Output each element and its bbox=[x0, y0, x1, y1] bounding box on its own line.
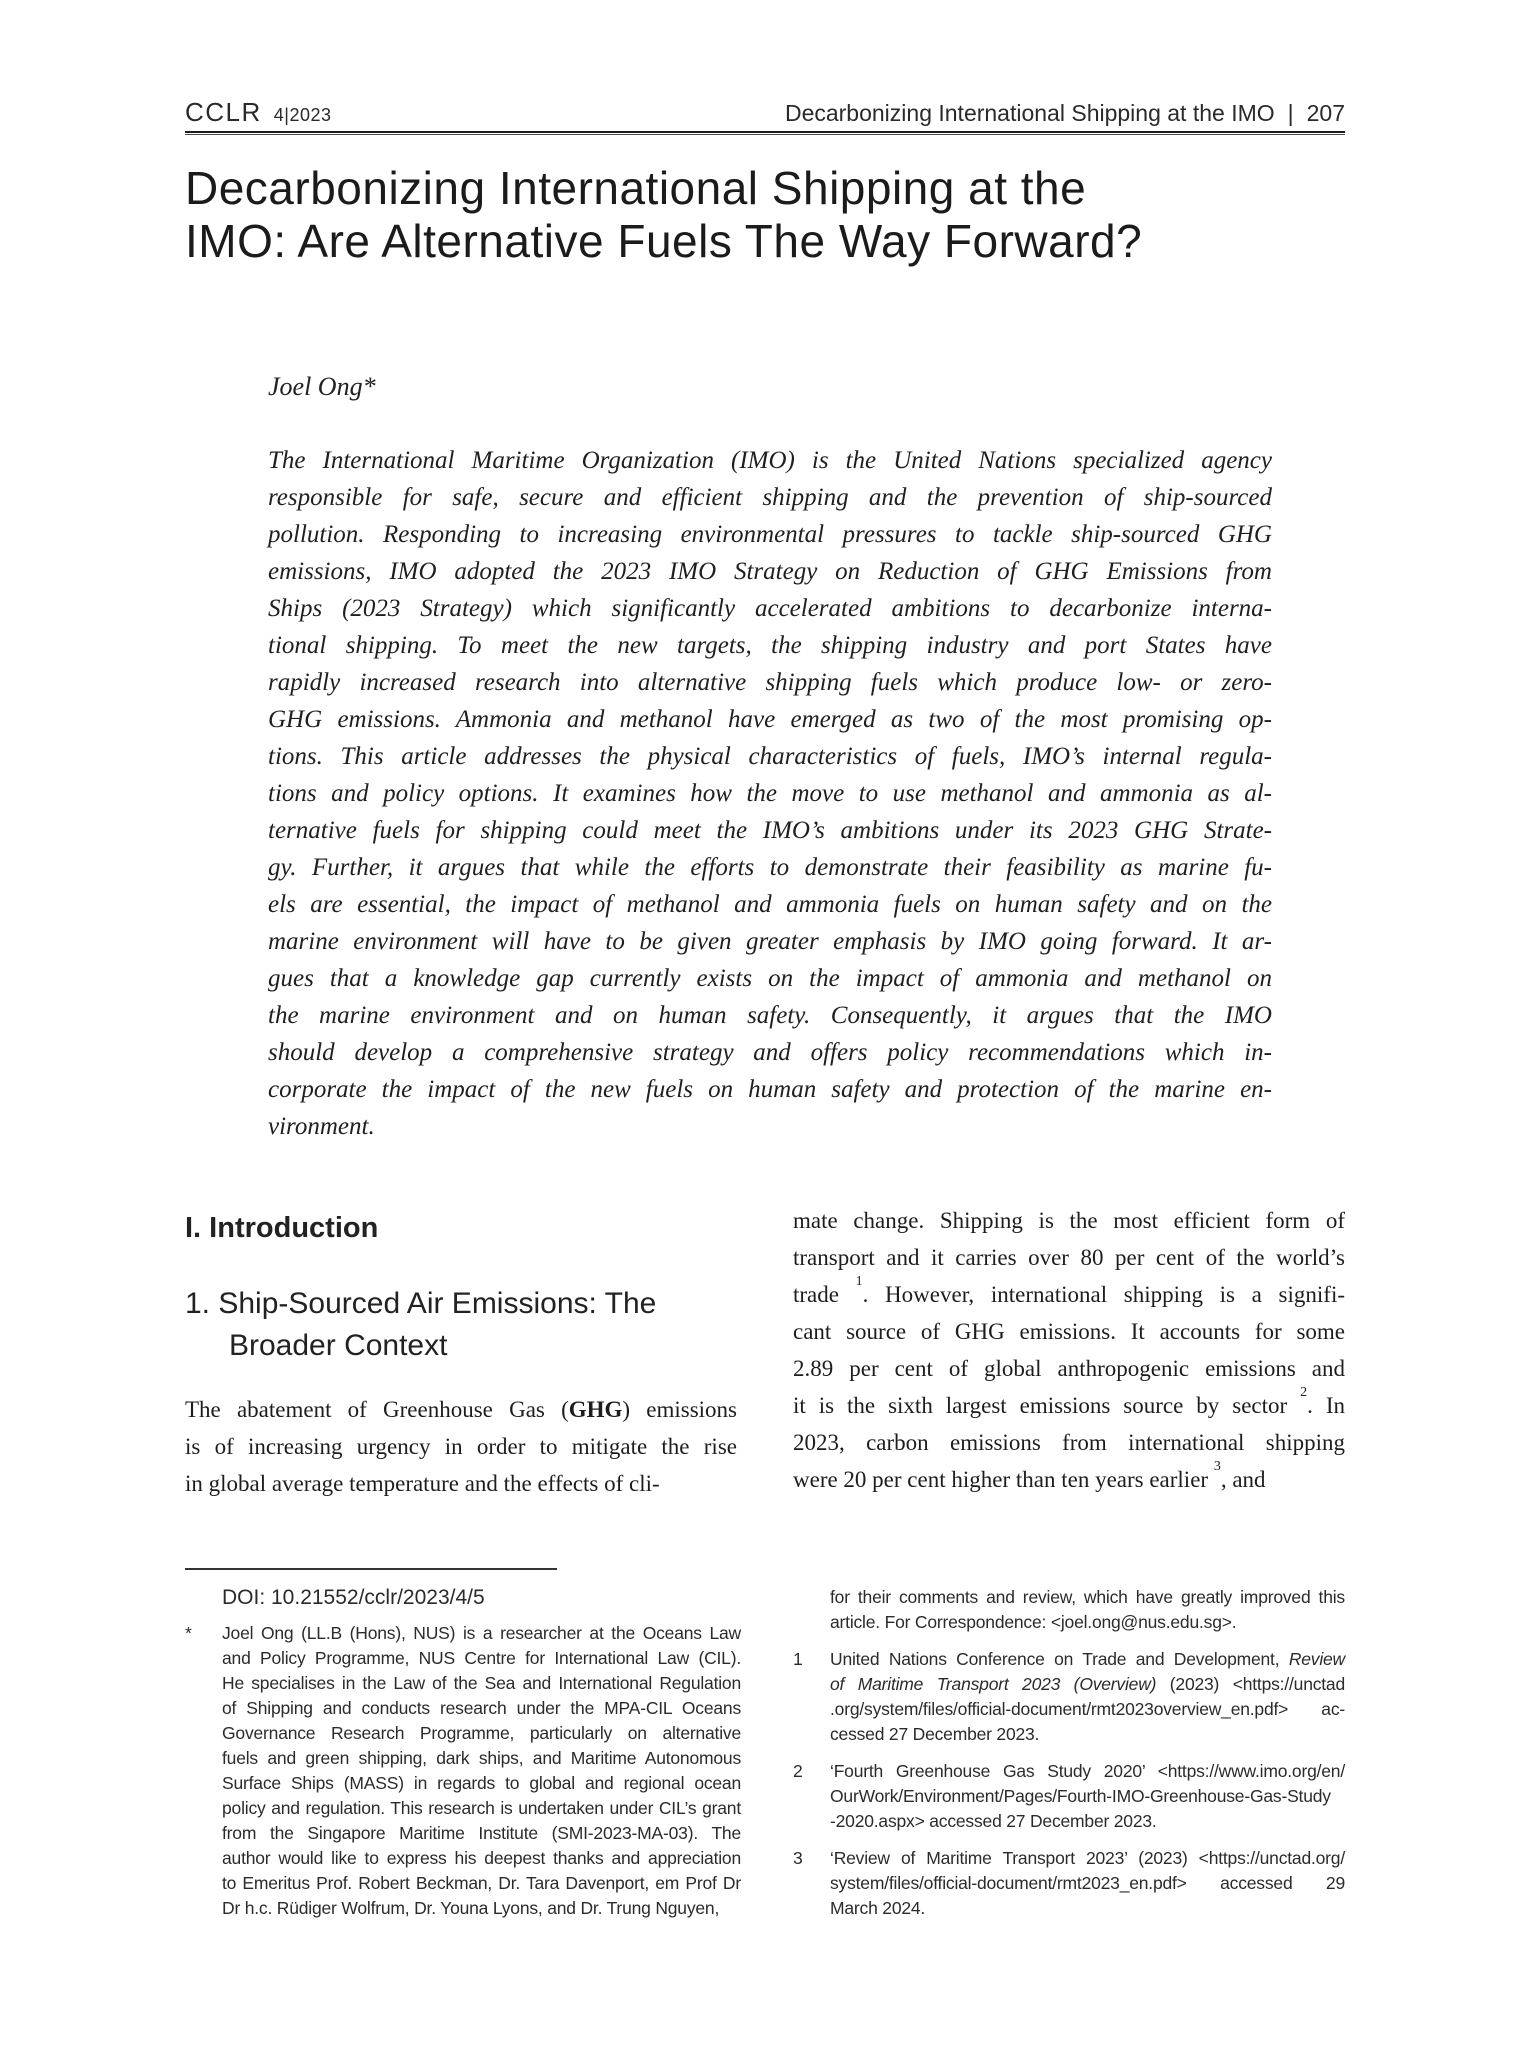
body-line: in global average temperature and the effects of cli- bbox=[185, 1471, 660, 1496]
abstract-line: responsible for safe, secure and efficient shipping and the prevention of ship-sourced bbox=[268, 484, 1272, 511]
footnote-text bbox=[830, 1846, 1345, 1921]
body-line: transport and it carries over 80 per cent of the world’s bbox=[793, 1245, 1345, 1270]
footnote-line: Joel Ong (LL.B (Hons), NUS) is a researcher at the Oceans Law bbox=[222, 1623, 741, 1643]
abstract-line: tions. This article addresses the physical characteristics of fuels, IMO’s internal regula- bbox=[268, 743, 1272, 770]
abstract-line: the marine environment and on human safety. Consequently, it argues that the IMO bbox=[268, 1002, 1272, 1029]
footnote bbox=[793, 1846, 1345, 1921]
footnote-line: to Emeritus Prof. Robert Beckman, Dr. Tara Davenport, em Prof Dr bbox=[222, 1873, 741, 1893]
footnote-line: of Shipping and conducts research under the MPA-CIL Oceans bbox=[222, 1698, 741, 1718]
issue-number: 4|2023 bbox=[273, 105, 332, 125]
footnote bbox=[793, 1647, 1345, 1747]
body-line: is of increasing urgency in order to mitigate the rise bbox=[185, 1434, 737, 1459]
abstract bbox=[268, 442, 1272, 1145]
abstract-line: The International Maritime Organization (IMO) is the United Nations specialized agency bbox=[268, 447, 1272, 474]
abstract-line: Ships (2023 Strategy) which significantly accelerated ambitions to decarbonize interna- bbox=[268, 595, 1272, 622]
body-line: it is the sixth largest emissions source by sector $^2$. In bbox=[793, 1385, 1345, 1418]
abstract-line: ternative fuels for shipping could meet the IMO’s ambitions under its 2023 GHG Strate- bbox=[268, 817, 1272, 844]
right-column bbox=[793, 1202, 1345, 1498]
footnote-label: 3 bbox=[793, 1848, 803, 1868]
body-line: trade $^1$. However, international shipping is a signifi- bbox=[793, 1274, 1345, 1307]
footnote-line: for their comments and review, which have greatly improved this bbox=[830, 1587, 1345, 1607]
footnote-line: cessed 27 December 2023. bbox=[830, 1724, 1040, 1744]
abstract-line: emissions, IMO adopted the 2023 IMO Strategy on Reduction of GHG Emissions from bbox=[268, 558, 1272, 585]
abstract-line: marine environment will have to be given greater emphasis by IMO going forward. It ar- bbox=[268, 928, 1272, 955]
footnote-line: OurWork/Environment/Pages/Fourth-IMO-Greenhouse-Gas-Study bbox=[830, 1786, 1331, 1806]
footnote-line: from the Singapore Maritime Institute (SMI-2023-MA-03). The bbox=[222, 1823, 741, 1843]
footnote-line: March 2024. bbox=[830, 1898, 926, 1918]
title-line-2: IMO: Are Alternative Fuels The Way Forward? bbox=[185, 215, 1143, 267]
article-title bbox=[185, 162, 1405, 268]
body-line: mate change. Shipping is the most efficient form of bbox=[793, 1208, 1345, 1233]
footnote-label: 1 bbox=[793, 1649, 803, 1669]
abstract-line: gues that a knowledge gap currently exists on the impact of ammonia and methanol on bbox=[268, 965, 1272, 992]
footnote-line: .org/system/files/official-document/rmt2023overview_en.pdf> ac- bbox=[830, 1699, 1345, 1719]
footnote-line: He specialises in the Law of the Sea and International Regulation bbox=[222, 1673, 741, 1693]
page-number: 207 bbox=[1306, 100, 1345, 126]
footnote-text bbox=[222, 1621, 741, 1921]
body-line: were 20 per cent higher than ten years earlier $^3$, and bbox=[793, 1459, 1266, 1492]
doi: DOI: 10.21552/cclr/2023/4/5 bbox=[222, 1586, 485, 1609]
abstract-line: corporate the impact of the new fuels on human safety and protection of the marine en- bbox=[268, 1076, 1272, 1103]
footnote bbox=[185, 1621, 741, 1921]
body-line: The abatement of Greenhouse Gas (GHG) emissions bbox=[185, 1397, 738, 1422]
running-head bbox=[785, 100, 1345, 127]
abstract-line: els are essential, the impact of methanol and ammonia fuels on human safety and on the bbox=[268, 891, 1272, 918]
footnote-line: fuels and green shipping, dark ships, and Maritime Autonomous bbox=[222, 1748, 741, 1768]
footnote-list-right bbox=[793, 1585, 1345, 1921]
footnote-text bbox=[830, 1759, 1345, 1834]
footnote-text bbox=[830, 1647, 1345, 1747]
abstract-line: should develop a comprehensive strategy and offers policy recommendations which in- bbox=[268, 1039, 1272, 1066]
footnote-line: United Nations Conference on Trade and Development, Review bbox=[830, 1649, 1345, 1669]
header-rule bbox=[185, 131, 1345, 135]
footnote-rule bbox=[185, 1568, 557, 1570]
footnote bbox=[793, 1759, 1345, 1834]
subsection-heading-line-1: 1. Ship-Sourced Air Emissions: The bbox=[185, 1287, 657, 1320]
footnotes-right-column bbox=[793, 1585, 1345, 1933]
abstract-line: gy. Further, it argues that while the efforts to demonstrate their feasibility as marine fu- bbox=[268, 854, 1272, 881]
footnote-line: and Policy Programme, NUS Centre for International Law (CIL). bbox=[222, 1648, 741, 1668]
footnote-list-left bbox=[185, 1621, 741, 1921]
footnote-line: -2020.aspx> accessed 27 December 2023. bbox=[830, 1811, 1157, 1831]
footnote-label: 2 bbox=[793, 1761, 803, 1781]
subsection-heading-line-2: Broader Context bbox=[229, 1329, 448, 1362]
footnote-line: Dr h.c. Rüdiger Wolfrum, Dr. Youna Lyons, and Dr. Trung Nguyen, bbox=[222, 1898, 720, 1918]
footnote-line: article. For Correspondence: <joel.ong@nus.edu.sg>. bbox=[830, 1612, 1237, 1632]
abstract-line: tions and policy options. It examines how the move to use methanol and ammonia as al- bbox=[268, 780, 1272, 807]
section-heading: I. Introduction bbox=[185, 1212, 379, 1244]
footnote-line: system/files/official-document/rmt2023_en.pdf> accessed 29 bbox=[830, 1873, 1345, 1893]
footnotes-left-column bbox=[185, 1585, 741, 1933]
footnote-line: of Maritime Transport 2023 (Overview) (2023) <https://unctad bbox=[830, 1674, 1345, 1694]
footnote-line: author would like to express his deepest thanks and appreciation bbox=[222, 1848, 741, 1868]
body-line: cant source of GHG emissions. It accounts for some bbox=[793, 1319, 1345, 1344]
author-name: Joel Ong* bbox=[268, 372, 376, 401]
footnote-line: policy and regulation. This research is undertaken under CIL’s grant bbox=[222, 1798, 741, 1818]
footnote-line: Governance Research Programme, particularly on alternative bbox=[222, 1723, 741, 1743]
body-paragraph-left bbox=[185, 1391, 737, 1502]
title-line-1: Decarbonizing International Shipping at the bbox=[185, 162, 1087, 214]
footnote-line: ‘Review of Maritime Transport 2023’ (2023) <https://unctad.org/ bbox=[830, 1848, 1345, 1868]
journal-issue-block bbox=[185, 97, 332, 128]
body-line: 2023, carbon emissions from international shipping bbox=[793, 1430, 1345, 1455]
subsection-heading bbox=[185, 1283, 737, 1367]
footnote-line: ‘Fourth Greenhouse Gas Study 2020’ <https://www.imo.org/en/ bbox=[830, 1761, 1345, 1781]
footnote bbox=[793, 1585, 1345, 1635]
journal-name: CCLR bbox=[185, 97, 262, 127]
footnote-label bbox=[793, 1585, 830, 1635]
footnote-text bbox=[830, 1585, 1345, 1635]
abstract-line: rapidly increased research into alternative shipping fuels which produce low- or zero- bbox=[268, 669, 1272, 696]
body-line: 2.89 per cent of global anthropogenic emissions and bbox=[793, 1356, 1345, 1381]
footnote-label: * bbox=[185, 1623, 192, 1643]
page-header bbox=[185, 97, 1345, 128]
abstract-line: tional shipping. To meet the new targets, the shipping industry and port States have bbox=[268, 632, 1272, 659]
running-title: Decarbonizing International Shipping at the IMO bbox=[784, 100, 1275, 126]
header-divider: | bbox=[1287, 100, 1294, 126]
abstract-line: pollution. Responding to increasing environmental pressures to tackle ship-sourced GHG bbox=[268, 521, 1272, 548]
abstract-line: vironment. bbox=[268, 1113, 375, 1140]
footnote-line: Surface Ships (MASS) in regards to global and regional ocean bbox=[222, 1773, 741, 1793]
abstract-line: GHG emissions. Ammonia and methanol have emerged as two of the most promising op- bbox=[268, 706, 1272, 733]
left-column bbox=[185, 1212, 737, 1502]
